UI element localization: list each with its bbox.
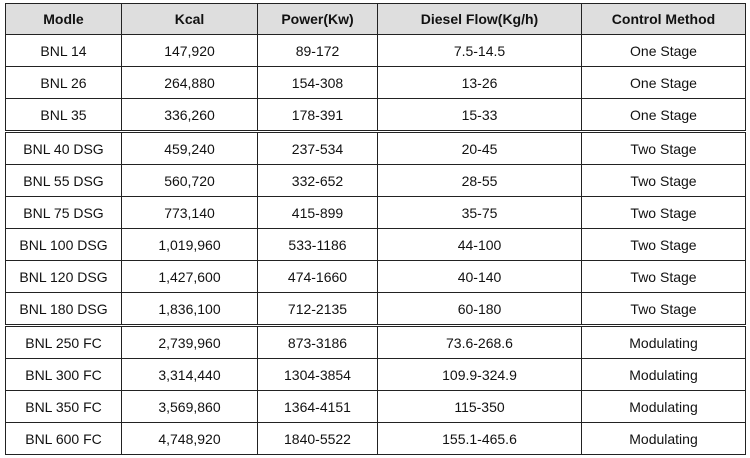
table-body bbox=[6, 35, 746, 455]
cell-control-method: Two Stage bbox=[582, 197, 746, 229]
header-row bbox=[6, 4, 746, 35]
table-header bbox=[6, 4, 746, 35]
cell-control-method: Two Stage bbox=[582, 165, 746, 197]
cell-kcal: 147,920 bbox=[122, 35, 258, 67]
table-row bbox=[6, 197, 746, 229]
cell-control-method: Modulating bbox=[582, 359, 746, 391]
cell-power: 474-1660 bbox=[258, 261, 378, 293]
cell-model: BNL 35 bbox=[6, 99, 122, 132]
header-model: Modle bbox=[6, 4, 122, 35]
cell-model: BNL 75 DSG bbox=[6, 197, 122, 229]
cell-diesel-flow: 155.1-465.6 bbox=[378, 423, 582, 455]
burner-spec-table bbox=[5, 3, 746, 455]
table-row bbox=[6, 229, 746, 261]
cell-diesel-flow: 40-140 bbox=[378, 261, 582, 293]
table-row bbox=[6, 35, 746, 67]
cell-kcal: 3,314,440 bbox=[122, 359, 258, 391]
cell-control-method: Two Stage bbox=[582, 132, 746, 165]
header-kcal: Kcal bbox=[122, 4, 258, 35]
cell-model: BNL 350 FC bbox=[6, 391, 122, 423]
cell-model: BNL 55 DSG bbox=[6, 165, 122, 197]
cell-diesel-flow: 13-26 bbox=[378, 67, 582, 99]
table-row bbox=[6, 67, 746, 99]
cell-diesel-flow: 115-350 bbox=[378, 391, 582, 423]
cell-kcal: 560,720 bbox=[122, 165, 258, 197]
cell-model: BNL 600 FC bbox=[6, 423, 122, 455]
cell-kcal: 264,880 bbox=[122, 67, 258, 99]
table-row bbox=[6, 132, 746, 165]
cell-kcal: 459,240 bbox=[122, 132, 258, 165]
header-diesel-flow: Diesel Flow(Kg/h) bbox=[378, 4, 582, 35]
cell-power: 533-1186 bbox=[258, 229, 378, 261]
cell-diesel-flow: 20-45 bbox=[378, 132, 582, 165]
header-control-method: Control Method bbox=[582, 4, 746, 35]
cell-power: 415-899 bbox=[258, 197, 378, 229]
header-power: Power(Kw) bbox=[258, 4, 378, 35]
cell-power: 89-172 bbox=[258, 35, 378, 67]
cell-power: 237-534 bbox=[258, 132, 378, 165]
cell-control-method: Two Stage bbox=[582, 229, 746, 261]
cell-kcal: 4,748,920 bbox=[122, 423, 258, 455]
cell-diesel-flow: 109.9-324.9 bbox=[378, 359, 582, 391]
cell-diesel-flow: 28-55 bbox=[378, 165, 582, 197]
table-row bbox=[6, 99, 746, 132]
cell-control-method: Two Stage bbox=[582, 293, 746, 326]
cell-model: BNL 100 DSG bbox=[6, 229, 122, 261]
cell-diesel-flow: 7.5-14.5 bbox=[378, 35, 582, 67]
cell-power: 1364-4151 bbox=[258, 391, 378, 423]
cell-control-method: Modulating bbox=[582, 326, 746, 359]
table-row bbox=[6, 326, 746, 359]
table-row bbox=[6, 359, 746, 391]
cell-kcal: 1,836,100 bbox=[122, 293, 258, 326]
cell-diesel-flow: 15-33 bbox=[378, 99, 582, 132]
table-row bbox=[6, 261, 746, 293]
cell-model: BNL 180 DSG bbox=[6, 293, 122, 326]
table-row bbox=[6, 293, 746, 326]
cell-diesel-flow: 73.6-268.6 bbox=[378, 326, 582, 359]
cell-kcal: 773,140 bbox=[122, 197, 258, 229]
cell-power: 178-391 bbox=[258, 99, 378, 132]
cell-kcal: 1,427,600 bbox=[122, 261, 258, 293]
cell-power: 1304-3854 bbox=[258, 359, 378, 391]
cell-power: 712-2135 bbox=[258, 293, 378, 326]
cell-model: BNL 120 DSG bbox=[6, 261, 122, 293]
cell-control-method: One Stage bbox=[582, 99, 746, 132]
cell-power: 332-652 bbox=[258, 165, 378, 197]
table-row bbox=[6, 165, 746, 197]
cell-model: BNL 26 bbox=[6, 67, 122, 99]
cell-control-method: Modulating bbox=[582, 423, 746, 455]
cell-model: BNL 300 FC bbox=[6, 359, 122, 391]
cell-power: 1840-5522 bbox=[258, 423, 378, 455]
cell-model: BNL 40 DSG bbox=[6, 132, 122, 165]
table-row bbox=[6, 423, 746, 455]
cell-control-method: Two Stage bbox=[582, 261, 746, 293]
cell-model: BNL 14 bbox=[6, 35, 122, 67]
cell-kcal: 1,019,960 bbox=[122, 229, 258, 261]
cell-kcal: 336,260 bbox=[122, 99, 258, 132]
cell-power: 873-3186 bbox=[258, 326, 378, 359]
cell-model: BNL 250 FC bbox=[6, 326, 122, 359]
cell-diesel-flow: 44-100 bbox=[378, 229, 582, 261]
table-row bbox=[6, 391, 746, 423]
cell-kcal: 2,739,960 bbox=[122, 326, 258, 359]
cell-power: 154-308 bbox=[258, 67, 378, 99]
cell-control-method: One Stage bbox=[582, 35, 746, 67]
cell-control-method: Modulating bbox=[582, 391, 746, 423]
cell-diesel-flow: 60-180 bbox=[378, 293, 582, 326]
cell-kcal: 3,569,860 bbox=[122, 391, 258, 423]
cell-control-method: One Stage bbox=[582, 67, 746, 99]
cell-diesel-flow: 35-75 bbox=[378, 197, 582, 229]
